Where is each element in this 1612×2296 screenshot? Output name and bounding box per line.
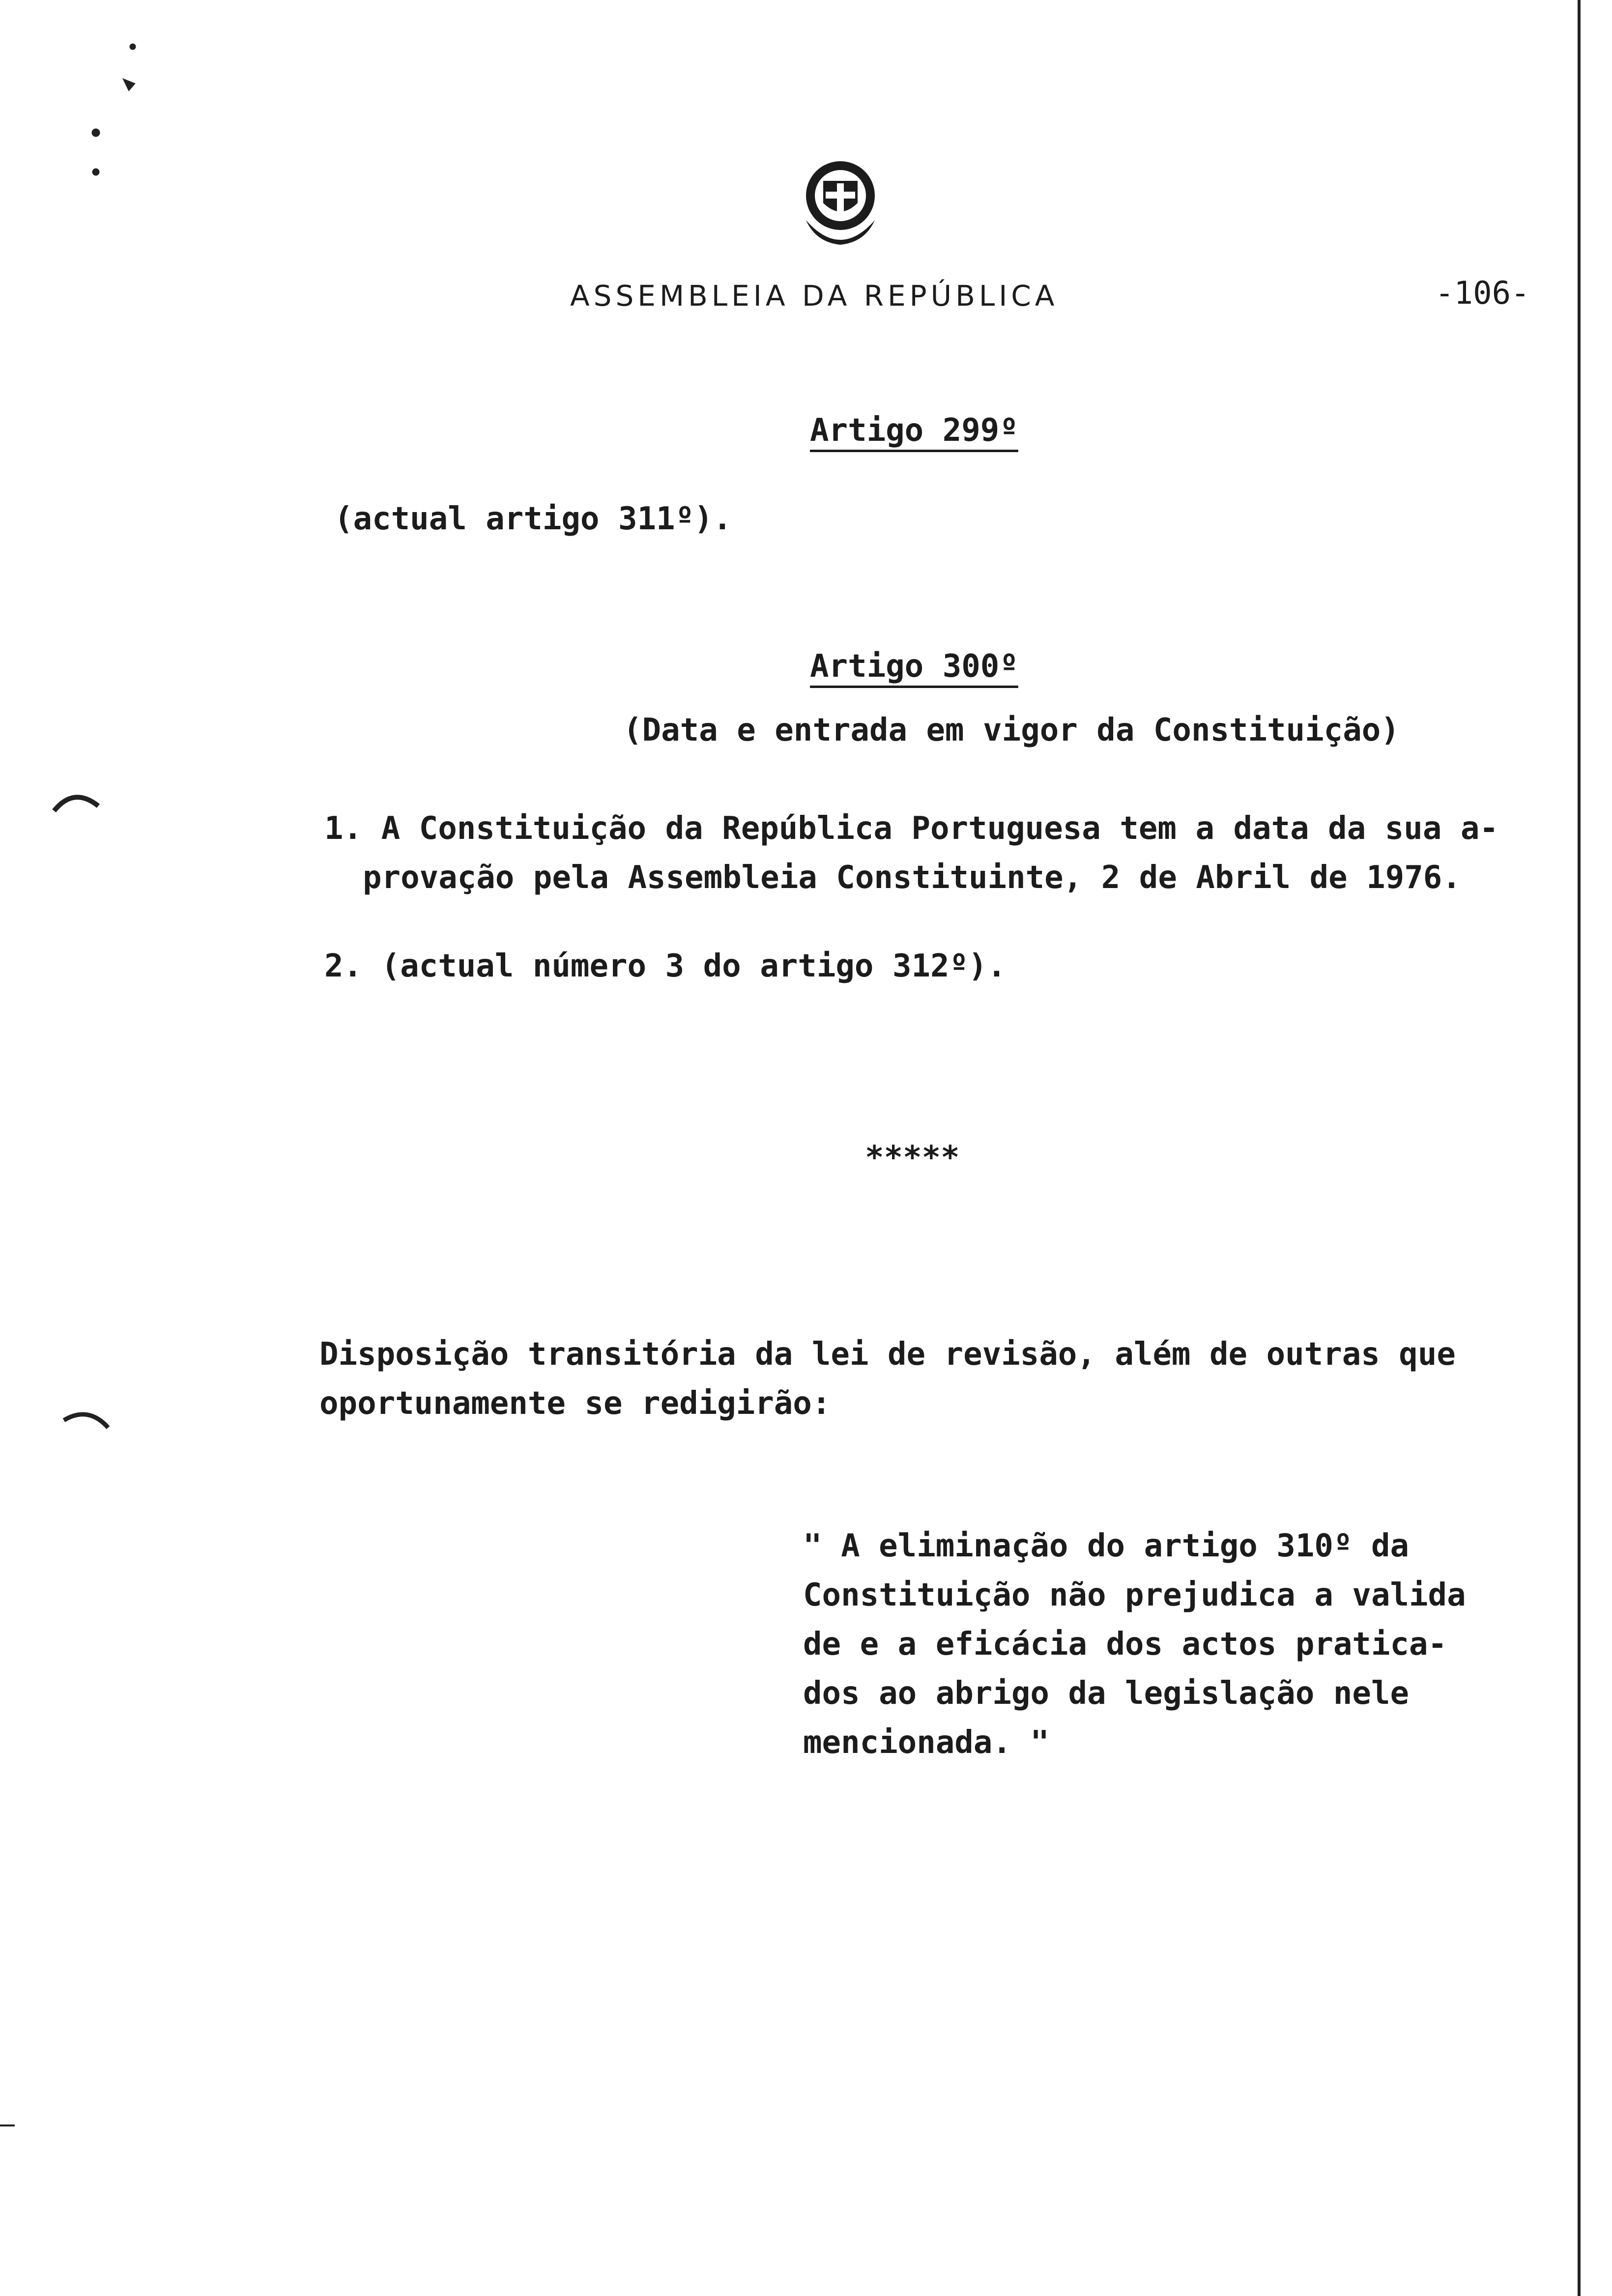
quote-line-1: " A eliminação do artigo 310º da	[803, 1528, 1409, 1564]
transitory-line-2: oportunamente se redigirão:	[319, 1385, 831, 1422]
transitory-line-1: Disposição transitória da lei de revisão, além de outras que	[319, 1336, 1456, 1373]
quote-line-4: dos ao abrigo da legislação nele	[803, 1675, 1409, 1712]
quote-line-3: de e a eficácia dos actos pratica-	[803, 1626, 1447, 1663]
page-number: -106-	[1435, 275, 1530, 312]
article-299-heading: Artigo 299º	[810, 412, 1018, 449]
article-300-item1-line2: provação pela Assembleia Constituinte, 2 de Abril de 1976.	[363, 860, 1461, 896]
quote-line-5: mencionada. "	[803, 1724, 1049, 1761]
article-300-item2: 2. (actual número 3 do artigo 312º).	[324, 948, 1007, 984]
section-separator: *****	[865, 1140, 960, 1176]
article-300-item1-line1: 1. A Constituição da República Portuguesa tem a data da sua a-	[324, 810, 1498, 847]
article-299-text: (actual artigo 311º).	[334, 501, 732, 537]
article-300-heading: Artigo 300º	[810, 648, 1018, 685]
portuguese-coat-of-arms-icon	[791, 156, 890, 255]
institution-header: ASSEMBLEIA DA REPÚBLICA	[570, 279, 1059, 313]
quote-line-2: Constituição não prejudica a valida	[803, 1577, 1466, 1613]
article-300-subtitle: (Data e entrada em vigor da Constituição)	[623, 712, 1400, 748]
